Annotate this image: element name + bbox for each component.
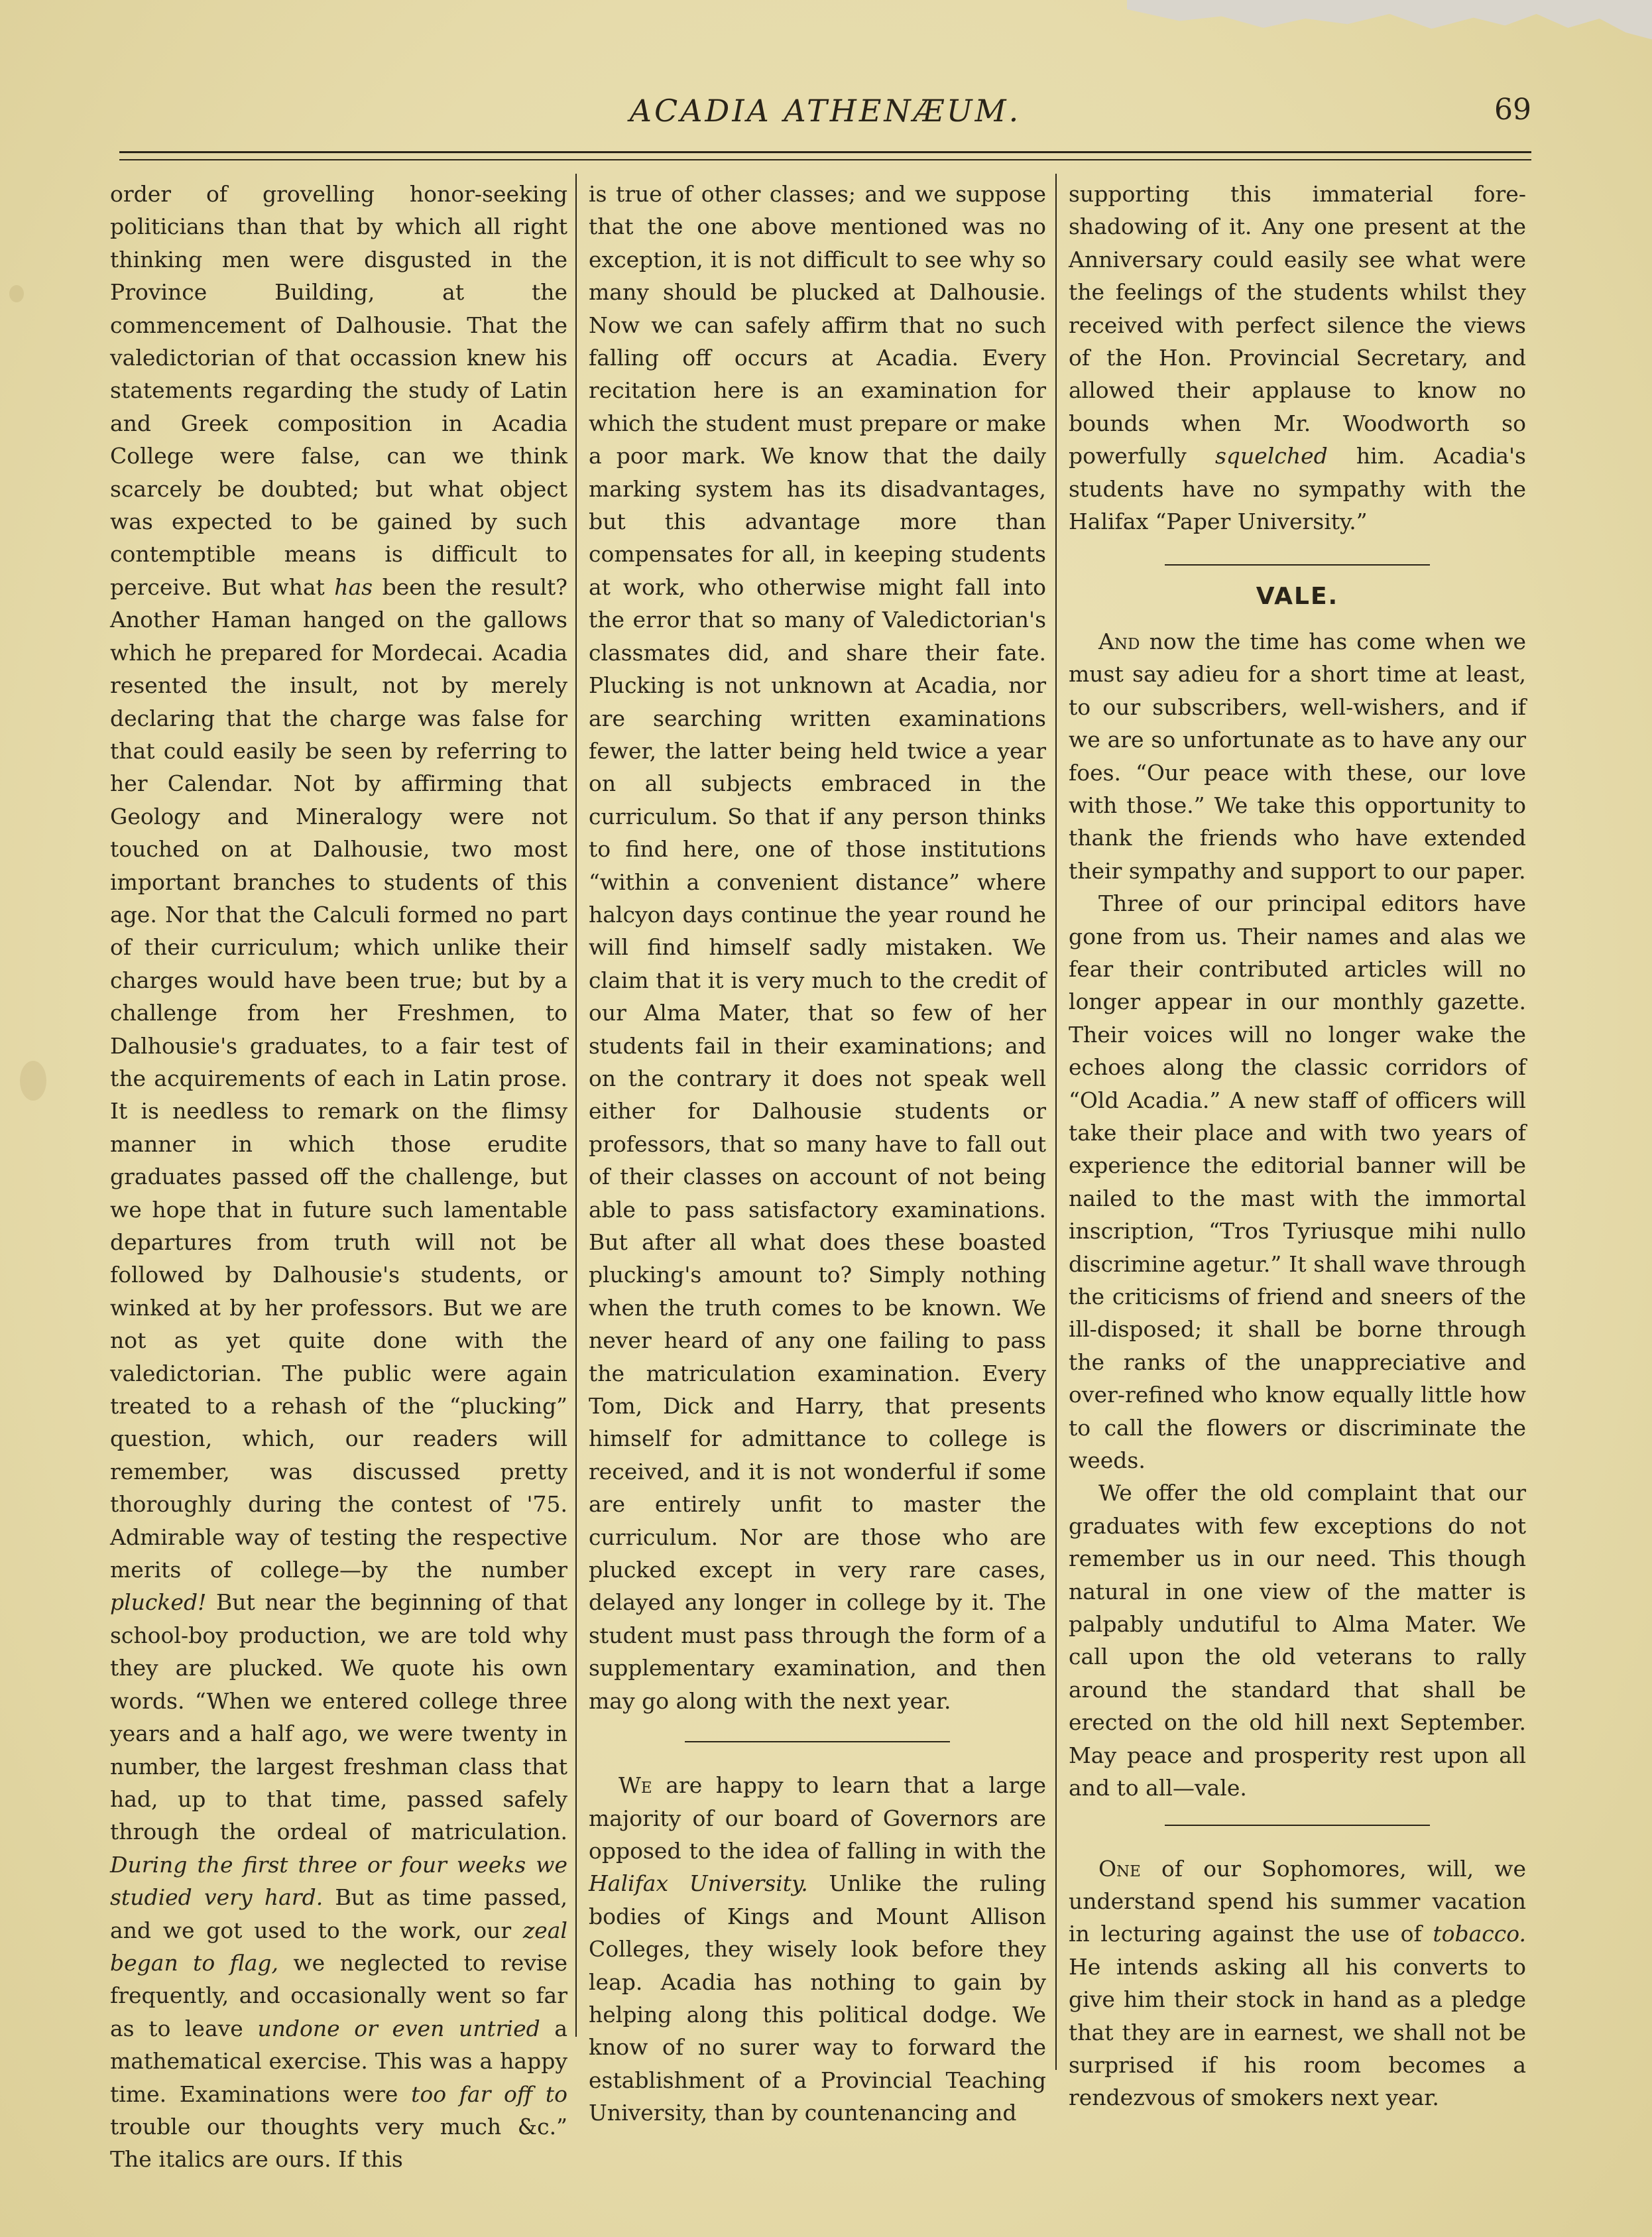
section-separator xyxy=(1165,1825,1430,1826)
page-number: 69 xyxy=(1494,93,1531,127)
section-separator xyxy=(685,1741,950,1742)
article-paragraph: And now the time has come when we must say adieu for a short time at least, to our subscribers, well-wishers, and if we are so unfortunate as to have any our foes. “Our peace with these, our love with those.” We take this opportunity to thank the friends who have extended their sympathy and support to our paper. xyxy=(1069,628,1526,884)
stain xyxy=(20,1061,46,1101)
column-3 xyxy=(1069,178,1526,2114)
article-paragraph: is true of other classes; and we suppose that the one above mentioned was no exception, it is not difficult to see why so many should be plucked at Dalhousie. Now we can safely affirm that no such falling off occurs at Acadia. Every recitation here is an examination for which the student must prepare or make a poor mark. We know that the daily marking system has its disadvantages, but this advantage more than compensates for all, in keeping students at work, who otherwise might fall into the error that so many of Valedictorian's classmates did, and share their fate. Plucking is not unknown at Acadia, nor are searching written examinations fewer, the latter being held twice a year on all subjects embraced in the curriculum. So that if any person thinks to find here, one of those institutions “within a convenient distance” where halcyon days continue the year round he will find himself sadly mistaken. We claim that it is very much to the credit of our Alma Mater, that so few of her students fail in their examinations; and on the contrary it does not speak well either for Dalhousie students or professors, that so many have to fall out of their classes on account of not being able to pass satisfactory examinations. But after all what does these boasted plucking's amount to? Simply nothing when the truth comes to be known. We never heard of any one failing to pass the matriculation examination. Every Tom, Dick and Harry, that presents himself for admittance to college is received, and it is not wonderful if some are entirely unfit to master the curriculum. Nor are those who are plucked except in very rare cases, delayed any longer in college by it. The student must pass through the form of a supplementary examination, and then may go along with the next year. xyxy=(589,181,1046,1714)
torn-edge xyxy=(1127,0,1652,46)
column-1 xyxy=(110,178,567,2176)
column-divider xyxy=(575,174,577,2037)
publication-title: ACADIA ATHENÆUM. xyxy=(629,93,1022,129)
article-paragraph-governors: We are happy to learn that a large majority of our board of Governors are opposed to the idea of falling in with the Halifax University. Unlike the ruling bodies of Kings and Mount Allison Colleges, they wisely look before they leap. Acadia has nothing to gain by helping along this political dodge. We know of no surer way to forward the establishment of a Provincial Teaching University, than by countenancing and xyxy=(589,1772,1046,2126)
article-paragraph: Three of our principal editors have gone from us. Their names and alas we fear their contributed articles will no longer appear in our monthly gazette. Their voices will no longer wake the echoes along the classic corridors of “Old Acadia.” A new staff of officers will take their place and with two years of experience the editorial banner will be nailed to the mast with the immortal inscription, “Tros Tyriusque mihi nullo discrimine agetur.” It shall wave through the criticisms of friend and sneers of the ill-disposed; it shall be borne through the ranks of the unappreciative and over-refined who know equally little how to call the flowers or discriminate the weeds. xyxy=(1069,890,1526,1474)
section-title-vale: VALE. xyxy=(1256,583,1339,611)
article-paragraph: order of grovelling honor-seeking politicians than that by which all right thinking men were disgusted in the Province Building, at the commencement of Dalhousie. That the valedictorian of that occassion knew his statements regarding the study of Latin and Greek composition in Acadia College were false, can we think scarcely be doubted; but what object was expected to be gained by such contemptible means is difficult to perceive. But what has been the result? Another Haman hanged on the gallows which he prepared for Mordecai. Acadia resented the insult, not by merely declaring that the charge was false for that could easily be seen by referring to her Calendar. Not by affirming that Geology and Mineralogy were not touched on at Dalhousie, two most important branches to students of this age. Nor that the Calculi formed no part of their curriculum; which unlike their charges would have been true; but by a challenge from her Freshmen, to Dalhousie's graduates, to a fair test of the acquirements of each in Latin prose. It is needless to remark on the flimsy manner in which those erudite graduates passed off the challenge, but we hope that in future such lamentable departures from truth will not be followed by Dalhousie's students, or winked at by her professors. But we are not as yet quite done with the valedictorian. The public were again treated to a rehash of the “plucking” question, which, our readers will remember, was discussed pretty thoroughly during the contest of '75. Admirable way of testing the respective merits of college—by the number plucked! But near the beginning of that school-boy production, we are told why they are plucked. We quote his own words. “When we entered college three years and a half ago, we were twenty in number, the largest freshman class that had, up to that time, passed safely through the ordeal of matriculation. During the first three or four weeks we studied very hard. But as time passed, and we got used to the work, our zeal began to flag, we neglected to revise frequently, and occasionally went so far as to leave undone or even untried a mathematical exercise. This was a happy time. Examinations were too far off to trouble our thoughts very much &c.” The italics are ours. If this xyxy=(110,181,567,2173)
header-rule-thin xyxy=(119,159,1531,160)
stain xyxy=(9,285,24,302)
article-paragraph: supporting this immaterial fore-shadowing of it. Any one present at the Anniversary could easily see what were the feelings of the students whilst they received with perfect silence the views of the Hon. Provincial Secretary, and allowed their applause to know no bounds when Mr. Woodworth so powerfully squelched him. Acadia's students have no sympathy with the Halifax “Paper University.” xyxy=(1069,181,1526,535)
article-paragraph: We offer the old complaint that our graduates with few exceptions do not remember us in our need. This though natural in one view of the matter is palpably undutiful to Alma Mater. We call upon the old veterans to rally around the standard that shall be erected on the old hill next September. May peace and prosperity rest upon all and to all—vale. xyxy=(1069,1480,1526,1801)
column-divider xyxy=(1055,174,1057,2070)
section-separator xyxy=(1165,564,1430,566)
column-2 xyxy=(589,178,1046,2130)
article-paragraph-sophomores: One of our Sophomores, will, we understand spend his summer vacation in lecturing against the use of tobacco. He intends asking all his converts to give him their stock in hand as a pledge that they are in earnest, we shall not be surprised if his room becomes a rendezvous of smokers next year. xyxy=(1069,1855,1526,2111)
header-rule xyxy=(119,151,1531,153)
page-header xyxy=(119,93,1531,139)
